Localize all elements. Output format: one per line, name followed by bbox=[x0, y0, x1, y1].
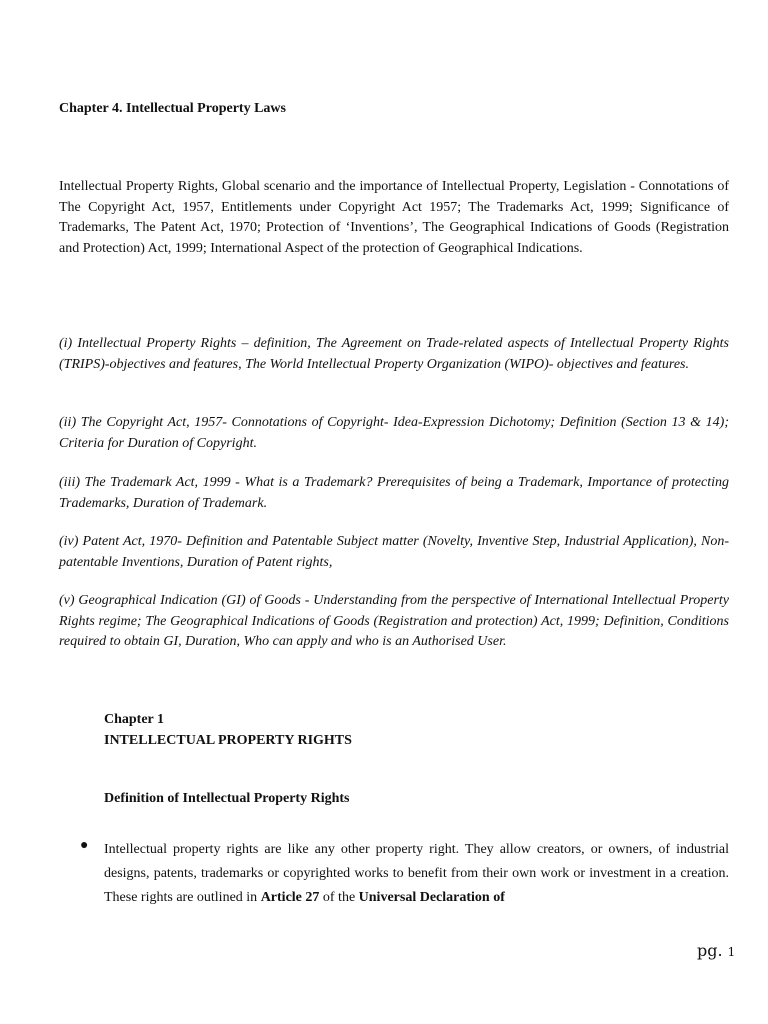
intro-paragraph: Intellectual Property Rights, Global scenario and the importance of Intellectual Property, Legislation - Connotations of The Copyright Act, 1957, Entitlements under Copyright Act 1957; The Trademarks Act, 1999; Significance of Trademarks, The Patent Act, 1970; Protection of ‘Inventions’, The Geographical Indications of Goods (Registration and Protection) Act, 1999; International Aspect of the protection of Geographical Indications. bbox=[59, 179, 729, 256]
page-number-prefix: pg. bbox=[697, 941, 723, 960]
bullet-bold-declaration: Universal Declaration of bbox=[358, 890, 505, 905]
bullet-text-start: Intellectual property rights are like any other property right. They allow creators, or owners, of industrial designs, patents, trademarks or copyrighted works to benefit from their own work or investment in a creation. These rights are outlined in bbox=[104, 842, 729, 905]
page-number-value: 1 bbox=[727, 945, 736, 959]
page-number bbox=[697, 941, 735, 960]
syllabus-item-2: (ii) The Copyright Act, 1957- Connotations of Copyright- Idea-Expression Dichotomy; Definition (Section 13 & 14); Criteria for Duration of Copyright. bbox=[59, 415, 729, 451]
bullet-paragraph bbox=[104, 838, 729, 910]
syllabus-item-5: (v) Geographical Indication (GI) of Goods - Understanding from the perspective of International Intellectual Property Rights regime; The Geographical Indications of Goods (Registration and protection) Act, 1999; Definition, Conditions required to obtain GI, Duration, Who can apply and who is an Authorised User. bbox=[59, 593, 729, 649]
syllabus-item-1: (i) Intellectual Property Rights – definition, The Agreement on Trade-related aspects of Intellectual Property Rights (TRIPS)-objectives and features, The World Intellectual Property Organization (WIPO)- objectives and features. bbox=[59, 336, 729, 372]
sub-chapter-title: INTELLECTUAL PROPERTY RIGHTS bbox=[104, 733, 352, 748]
bullet-bold-article: Article 27 bbox=[260, 890, 320, 905]
bullet-point-icon: ● bbox=[80, 838, 89, 853]
definition-heading: Definition of Intellectual Property Rights bbox=[104, 791, 350, 806]
chapter-title: Chapter 4. Intellectual Property Laws bbox=[59, 101, 286, 116]
sub-chapter-heading bbox=[104, 709, 352, 751]
bullet-text-middle: of the bbox=[319, 890, 359, 905]
syllabus-item-3: (iii) The Trademark Act, 1999 - What is a Trademark? Prerequisites of being a Trademark, Importance of protecting Trademarks, Duration of Trademark. bbox=[59, 475, 729, 511]
sub-chapter-label: Chapter 1 bbox=[104, 712, 165, 727]
syllabus-item-4: (iv) Patent Act, 1970- Definition and Patentable Subject matter (Novelty, Inventive Step, Industrial Application), Non-patentable Inventions, Duration of Patent rights, bbox=[59, 534, 729, 570]
